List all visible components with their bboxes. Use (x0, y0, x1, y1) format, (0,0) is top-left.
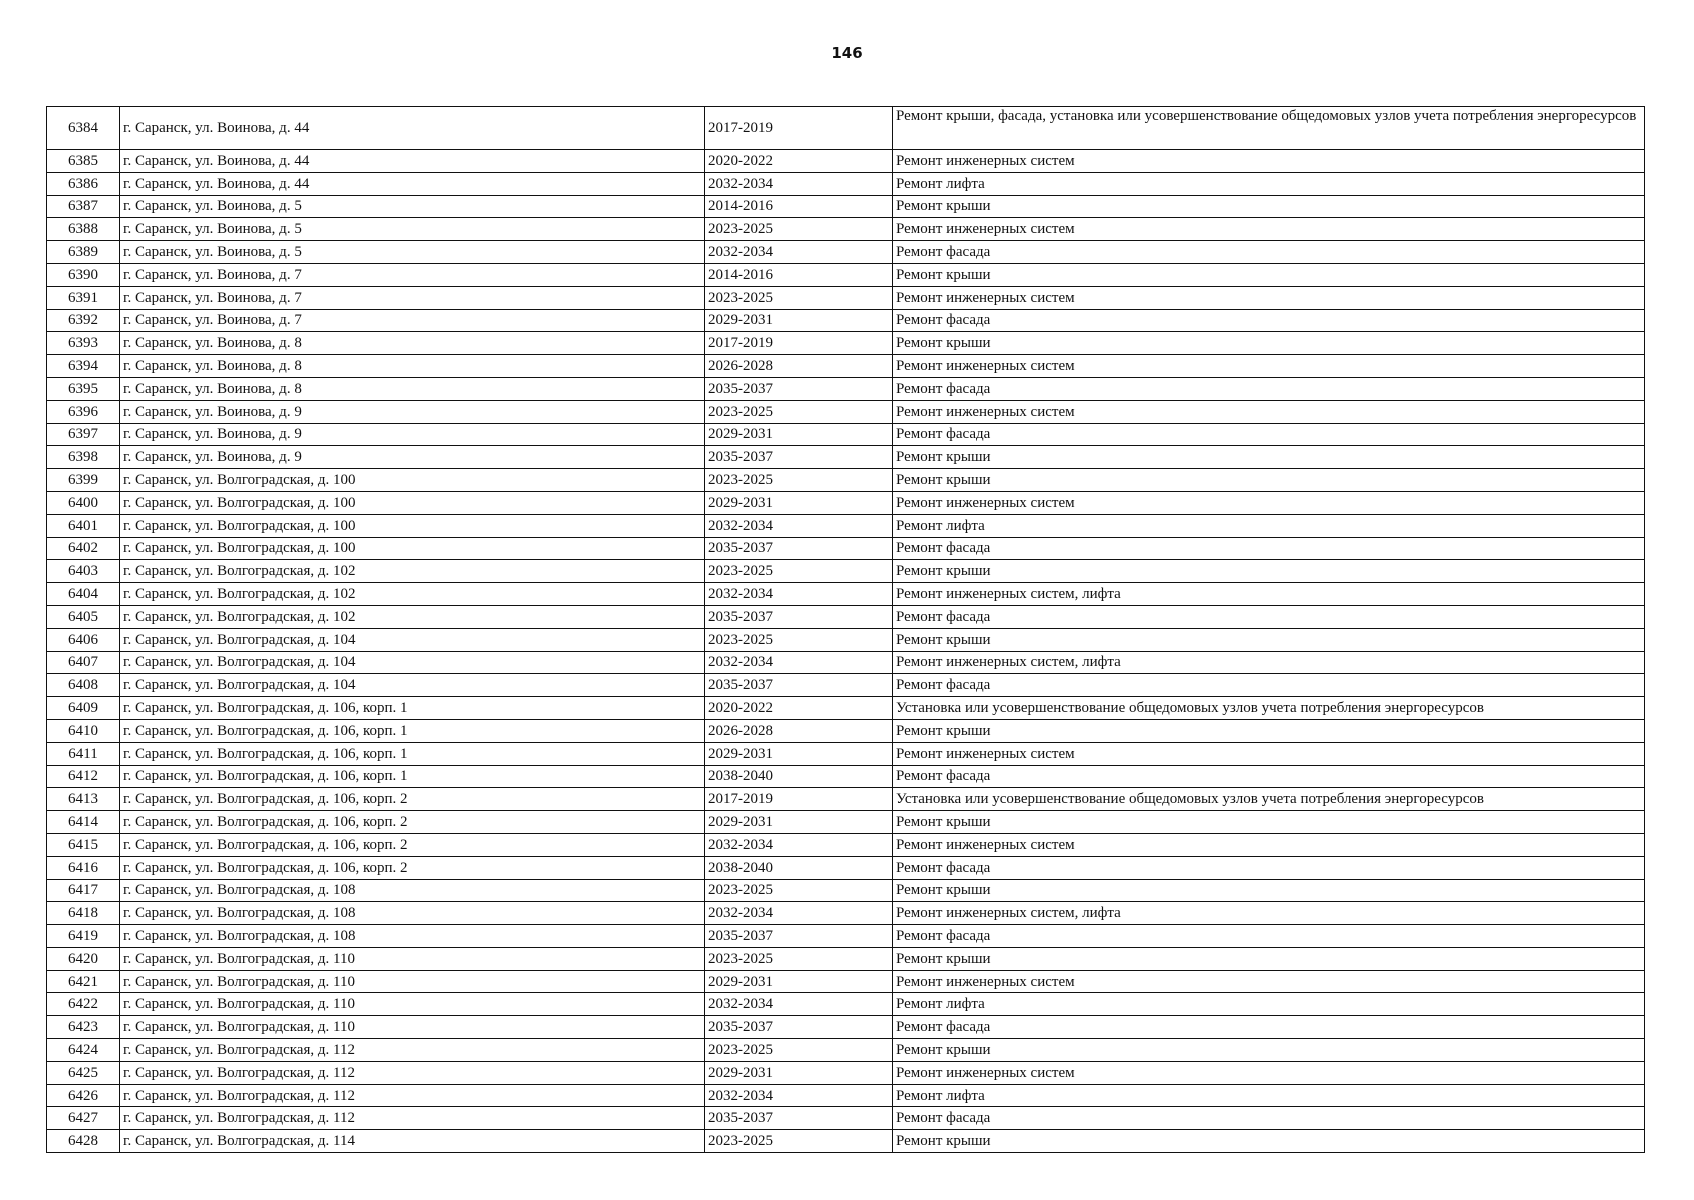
work-type-cell: Ремонт инженерных систем (893, 218, 1645, 241)
table-row (47, 172, 1645, 195)
row-number: 6409 (47, 697, 120, 720)
work-type-cell: Ремонт крыши (893, 879, 1645, 902)
period-cell: 2017-2019 (705, 107, 893, 150)
work-type-cell: Ремонт крыши (893, 1039, 1645, 1062)
address-cell: г. Саранск, ул. Волгоградская, д. 104 (120, 674, 705, 697)
row-number: 6387 (47, 195, 120, 218)
address-cell: г. Саранск, ул. Волгоградская, д. 100 (120, 469, 705, 492)
address-cell: г. Саранск, ул. Волгоградская, д. 110 (120, 947, 705, 970)
table-row (47, 856, 1645, 879)
period-cell: 2029-2031 (705, 1061, 893, 1084)
row-number: 6398 (47, 446, 120, 469)
address-cell: г. Саранск, ул. Воинова, д. 7 (120, 286, 705, 309)
row-number: 6403 (47, 560, 120, 583)
table-row (47, 583, 1645, 606)
row-number: 6415 (47, 833, 120, 856)
work-type-cell: Ремонт лифта (893, 993, 1645, 1016)
work-type-cell: Ремонт крыши (893, 560, 1645, 583)
work-type-cell: Ремонт фасада (893, 856, 1645, 879)
row-number: 6397 (47, 423, 120, 446)
address-cell: г. Саранск, ул. Волгоградская, д. 106, корп. 2 (120, 856, 705, 879)
work-type-cell: Ремонт крыши (893, 1130, 1645, 1153)
work-type-cell: Ремонт лифта (893, 514, 1645, 537)
table-row (47, 765, 1645, 788)
address-cell: г. Саранск, ул. Волгоградская, д. 106, корп. 1 (120, 697, 705, 720)
row-number: 6407 (47, 651, 120, 674)
work-type-cell: Ремонт инженерных систем (893, 1061, 1645, 1084)
table-row (47, 263, 1645, 286)
period-cell: 2023-2025 (705, 947, 893, 970)
work-type-cell: Ремонт фасада (893, 537, 1645, 560)
row-number: 6386 (47, 172, 120, 195)
address-cell: г. Саранск, ул. Воинова, д. 7 (120, 263, 705, 286)
period-cell: 2020-2022 (705, 150, 893, 173)
table-row (47, 811, 1645, 834)
row-number: 6402 (47, 537, 120, 560)
row-number: 6426 (47, 1084, 120, 1107)
period-cell: 2026-2028 (705, 355, 893, 378)
row-number: 6418 (47, 902, 120, 925)
address-cell: г. Саранск, ул. Волгоградская, д. 112 (120, 1084, 705, 1107)
period-cell: 2029-2031 (705, 811, 893, 834)
row-number: 6405 (47, 605, 120, 628)
table-row (47, 902, 1645, 925)
period-cell: 2023-2025 (705, 400, 893, 423)
address-cell: г. Саранск, ул. Волгоградская, д. 110 (120, 970, 705, 993)
table-row (47, 377, 1645, 400)
period-cell: 2035-2037 (705, 1107, 893, 1130)
row-number: 6388 (47, 218, 120, 241)
table-row (47, 195, 1645, 218)
address-cell: г. Саранск, ул. Волгоградская, д. 100 (120, 491, 705, 514)
work-type-cell: Ремонт лифта (893, 1084, 1645, 1107)
work-type-cell: Ремонт крыши (893, 263, 1645, 286)
period-cell: 2017-2019 (705, 332, 893, 355)
row-number: 6408 (47, 674, 120, 697)
row-number: 6390 (47, 263, 120, 286)
work-type-cell: Установка или усовершенствование общедомовых узлов учета потребления энергоресурсов (893, 788, 1645, 811)
period-cell: 2020-2022 (705, 697, 893, 720)
table-row (47, 925, 1645, 948)
table-row (47, 947, 1645, 970)
table-row (47, 1084, 1645, 1107)
address-cell: г. Саранск, ул. Воинова, д. 9 (120, 423, 705, 446)
period-cell: 2032-2034 (705, 651, 893, 674)
address-cell: г. Саранск, ул. Воинова, д. 5 (120, 195, 705, 218)
address-cell: г. Саранск, ул. Воинова, д. 7 (120, 309, 705, 332)
table-row (47, 742, 1645, 765)
table-row (47, 446, 1645, 469)
table-row (47, 674, 1645, 697)
work-type-cell: Ремонт фасада (893, 1016, 1645, 1039)
row-number: 6424 (47, 1039, 120, 1062)
period-cell: 2023-2025 (705, 469, 893, 492)
row-number: 6419 (47, 925, 120, 948)
work-type-cell: Ремонт фасада (893, 765, 1645, 788)
period-cell: 2032-2034 (705, 514, 893, 537)
table-row (47, 469, 1645, 492)
address-cell: г. Саранск, ул. Волгоградская, д. 104 (120, 628, 705, 651)
period-cell: 2038-2040 (705, 856, 893, 879)
table-row (47, 833, 1645, 856)
address-cell: г. Саранск, ул. Воинова, д. 44 (120, 172, 705, 195)
row-number: 6389 (47, 241, 120, 264)
table-row (47, 788, 1645, 811)
row-number: 6420 (47, 947, 120, 970)
row-number: 6404 (47, 583, 120, 606)
row-number: 6422 (47, 993, 120, 1016)
address-cell: г. Саранск, ул. Волгоградская, д. 110 (120, 1016, 705, 1039)
period-cell: 2035-2037 (705, 925, 893, 948)
address-cell: г. Саранск, ул. Воинова, д. 44 (120, 107, 705, 150)
row-number: 6427 (47, 1107, 120, 1130)
address-cell: г. Саранск, ул. Волгоградская, д. 102 (120, 583, 705, 606)
address-cell: г. Саранск, ул. Волгоградская, д. 102 (120, 560, 705, 583)
period-cell: 2032-2034 (705, 241, 893, 264)
repair-schedule-table (46, 106, 1645, 1153)
row-number: 6421 (47, 970, 120, 993)
period-cell: 2023-2025 (705, 1130, 893, 1153)
table-row (47, 514, 1645, 537)
row-number: 6423 (47, 1016, 120, 1039)
period-cell: 2035-2037 (705, 377, 893, 400)
period-cell: 2014-2016 (705, 195, 893, 218)
work-type-cell: Ремонт инженерных систем (893, 491, 1645, 514)
row-number: 6414 (47, 811, 120, 834)
period-cell: 2032-2034 (705, 172, 893, 195)
address-cell: г. Саранск, ул. Волгоградская, д. 112 (120, 1061, 705, 1084)
work-type-cell: Ремонт фасада (893, 605, 1645, 628)
row-number: 6394 (47, 355, 120, 378)
table-row (47, 423, 1645, 446)
table-row (47, 697, 1645, 720)
address-cell: г. Саранск, ул. Волгоградская, д. 114 (120, 1130, 705, 1153)
period-cell: 2029-2031 (705, 491, 893, 514)
row-number: 6413 (47, 788, 120, 811)
row-number: 6411 (47, 742, 120, 765)
row-number: 6401 (47, 514, 120, 537)
row-number: 6392 (47, 309, 120, 332)
work-type-cell: Ремонт инженерных систем (893, 286, 1645, 309)
work-type-cell: Ремонт крыши, фасада, установка или усовершенствование общедомовых узлов учета потребления энергоресурсов (893, 107, 1645, 150)
table-row (47, 400, 1645, 423)
work-type-cell: Ремонт крыши (893, 719, 1645, 742)
table-row (47, 332, 1645, 355)
period-cell: 2035-2037 (705, 446, 893, 469)
period-cell: 2038-2040 (705, 765, 893, 788)
period-cell: 2029-2031 (705, 309, 893, 332)
row-number: 6395 (47, 377, 120, 400)
table-row (47, 537, 1645, 560)
period-cell: 2029-2031 (705, 742, 893, 765)
work-type-cell: Ремонт крыши (893, 628, 1645, 651)
address-cell: г. Саранск, ул. Воинова, д. 5 (120, 241, 705, 264)
address-cell: г. Саранск, ул. Воинова, д. 9 (120, 446, 705, 469)
work-type-cell: Ремонт фасада (893, 377, 1645, 400)
row-number: 6393 (47, 332, 120, 355)
table-row (47, 651, 1645, 674)
row-number: 6417 (47, 879, 120, 902)
row-number: 6412 (47, 765, 120, 788)
address-cell: г. Саранск, ул. Волгоградская, д. 106, корп. 2 (120, 788, 705, 811)
row-number: 6384 (47, 107, 120, 150)
row-number: 6406 (47, 628, 120, 651)
work-type-cell: Ремонт крыши (893, 332, 1645, 355)
work-type-cell: Ремонт крыши (893, 446, 1645, 469)
work-type-cell: Ремонт фасада (893, 925, 1645, 948)
address-cell: г. Саранск, ул. Волгоградская, д. 100 (120, 537, 705, 560)
table-row (47, 355, 1645, 378)
address-cell: г. Саранск, ул. Волгоградская, д. 102 (120, 605, 705, 628)
table-row (47, 970, 1645, 993)
period-cell: 2029-2031 (705, 970, 893, 993)
period-cell: 2014-2016 (705, 263, 893, 286)
work-type-cell: Ремонт инженерных систем, лифта (893, 651, 1645, 674)
address-cell: г. Саранск, ул. Воинова, д. 5 (120, 218, 705, 241)
work-type-cell: Ремонт крыши (893, 469, 1645, 492)
address-cell: г. Саранск, ул. Воинова, д. 9 (120, 400, 705, 423)
period-cell: 2032-2034 (705, 583, 893, 606)
period-cell: 2035-2037 (705, 605, 893, 628)
work-type-cell: Ремонт крыши (893, 947, 1645, 970)
page-number: 146 (831, 44, 863, 62)
table-row (47, 150, 1645, 173)
address-cell: г. Саранск, ул. Волгоградская, д. 110 (120, 993, 705, 1016)
work-type-cell: Установка или усовершенствование общедомовых узлов учета потребления энергоресурсов (893, 697, 1645, 720)
period-cell: 2026-2028 (705, 719, 893, 742)
address-cell: г. Саранск, ул. Волгоградская, д. 112 (120, 1039, 705, 1062)
table-row (47, 993, 1645, 1016)
work-type-cell: Ремонт фасада (893, 423, 1645, 446)
address-cell: г. Саранск, ул. Волгоградская, д. 106, корп. 1 (120, 719, 705, 742)
table-row (47, 286, 1645, 309)
table-row (47, 879, 1645, 902)
row-number: 6410 (47, 719, 120, 742)
row-number: 6400 (47, 491, 120, 514)
row-number: 6416 (47, 856, 120, 879)
period-cell: 2017-2019 (705, 788, 893, 811)
period-cell: 2035-2037 (705, 1016, 893, 1039)
table-row (47, 1130, 1645, 1153)
table-row (47, 107, 1645, 150)
table-row (47, 1107, 1645, 1130)
work-type-cell: Ремонт крыши (893, 195, 1645, 218)
work-type-cell: Ремонт фасада (893, 674, 1645, 697)
address-cell: г. Саранск, ул. Волгоградская, д. 104 (120, 651, 705, 674)
work-type-cell: Ремонт инженерных систем (893, 833, 1645, 856)
period-cell: 2023-2025 (705, 286, 893, 309)
period-cell: 2035-2037 (705, 537, 893, 560)
table-row (47, 309, 1645, 332)
table-row (47, 1016, 1645, 1039)
address-cell: г. Саранск, ул. Волгоградская, д. 108 (120, 902, 705, 925)
address-cell: г. Саранск, ул. Воинова, д. 8 (120, 355, 705, 378)
row-number: 6425 (47, 1061, 120, 1084)
period-cell: 2032-2034 (705, 833, 893, 856)
address-cell: г. Саранск, ул. Волгоградская, д. 112 (120, 1107, 705, 1130)
table-row (47, 218, 1645, 241)
address-cell: г. Саранск, ул. Воинова, д. 8 (120, 377, 705, 400)
period-cell: 2029-2031 (705, 423, 893, 446)
period-cell: 2023-2025 (705, 560, 893, 583)
table-row (47, 1061, 1645, 1084)
address-cell: г. Саранск, ул. Волгоградская, д. 106, корп. 1 (120, 742, 705, 765)
period-cell: 2023-2025 (705, 1039, 893, 1062)
work-type-cell: Ремонт крыши (893, 811, 1645, 834)
table-body (47, 107, 1645, 1153)
table-row (47, 719, 1645, 742)
row-number: 6391 (47, 286, 120, 309)
address-cell: г. Саранск, ул. Волгоградская, д. 108 (120, 879, 705, 902)
row-number: 6396 (47, 400, 120, 423)
period-cell: 2032-2034 (705, 902, 893, 925)
row-number: 6428 (47, 1130, 120, 1153)
address-cell: г. Саранск, ул. Волгоградская, д. 106, корп. 1 (120, 765, 705, 788)
period-cell: 2035-2037 (705, 674, 893, 697)
table-row (47, 560, 1645, 583)
period-cell: 2032-2034 (705, 993, 893, 1016)
work-type-cell: Ремонт фасада (893, 241, 1645, 264)
work-type-cell: Ремонт инженерных систем (893, 150, 1645, 173)
period-cell: 2023-2025 (705, 628, 893, 651)
work-type-cell: Ремонт инженерных систем, лифта (893, 902, 1645, 925)
address-cell: г. Саранск, ул. Волгоградская, д. 106, корп. 2 (120, 833, 705, 856)
work-type-cell: Ремонт инженерных систем, лифта (893, 583, 1645, 606)
address-cell: г. Саранск, ул. Волгоградская, д. 108 (120, 925, 705, 948)
work-type-cell: Ремонт инженерных систем (893, 742, 1645, 765)
table-row (47, 605, 1645, 628)
period-cell: 2023-2025 (705, 879, 893, 902)
table-row (47, 241, 1645, 264)
table-row (47, 1039, 1645, 1062)
address-cell: г. Саранск, ул. Волгоградская, д. 100 (120, 514, 705, 537)
work-type-cell: Ремонт фасада (893, 309, 1645, 332)
address-cell: г. Саранск, ул. Воинова, д. 44 (120, 150, 705, 173)
row-number: 6385 (47, 150, 120, 173)
work-type-cell: Ремонт инженерных систем (893, 970, 1645, 993)
period-cell: 2023-2025 (705, 218, 893, 241)
table-row (47, 628, 1645, 651)
period-cell: 2032-2034 (705, 1084, 893, 1107)
work-type-cell: Ремонт лифта (893, 172, 1645, 195)
address-cell: г. Саранск, ул. Воинова, д. 8 (120, 332, 705, 355)
row-number: 6399 (47, 469, 120, 492)
work-type-cell: Ремонт инженерных систем (893, 400, 1645, 423)
work-type-cell: Ремонт инженерных систем (893, 355, 1645, 378)
address-cell: г. Саранск, ул. Волгоградская, д. 106, корп. 2 (120, 811, 705, 834)
work-type-cell: Ремонт фасада (893, 1107, 1645, 1130)
table-row (47, 491, 1645, 514)
